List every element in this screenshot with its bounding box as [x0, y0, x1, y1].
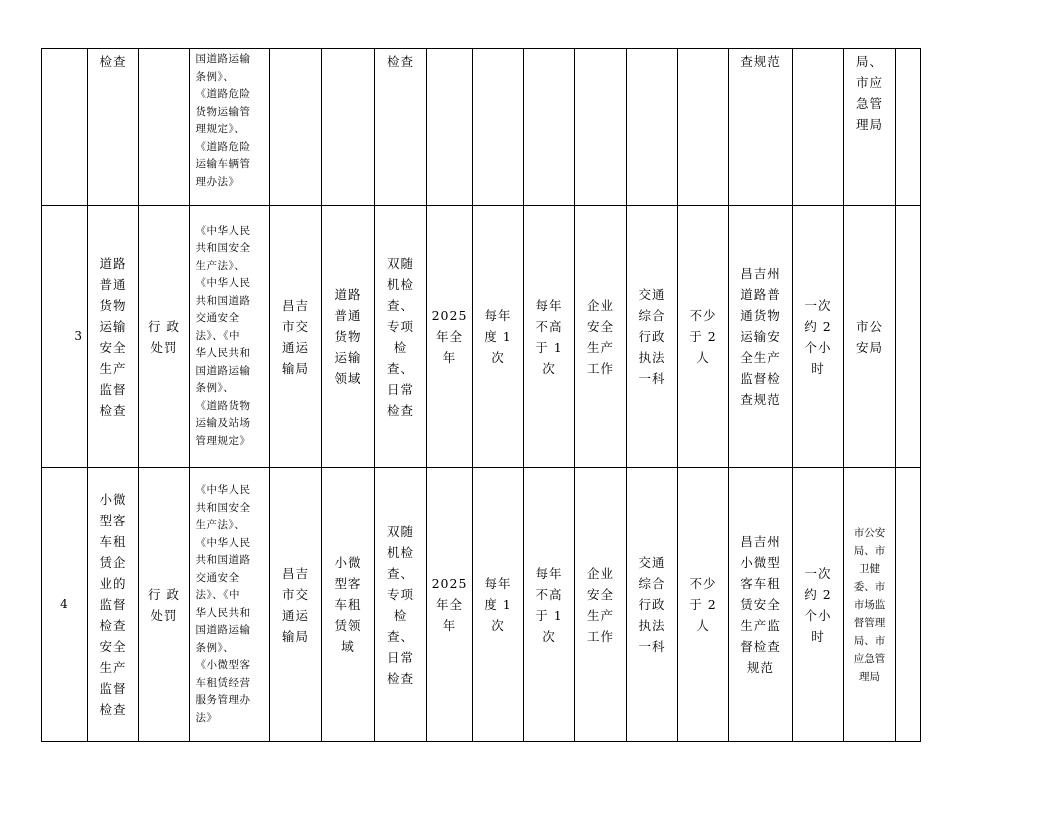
cell-ratio — [524, 49, 575, 206]
cell-item: 检查 — [88, 49, 139, 206]
cell-coop: 市公 安局 — [844, 206, 896, 468]
cell-no: 3 — [42, 206, 88, 468]
cell-no — [42, 49, 88, 206]
table-row — [42, 206, 921, 468]
cell-standard: 查规范 — [729, 49, 793, 206]
cell-field — [322, 49, 375, 206]
cell-remark — [896, 49, 921, 206]
cell-frequency: 每年 度 1 次 — [473, 468, 524, 742]
cell-remark — [896, 468, 921, 742]
cell-method: 检查 — [375, 49, 427, 206]
cell-period: 2025 年全 年 — [427, 206, 473, 468]
cell-personnel — [678, 49, 729, 206]
cell-duration — [793, 49, 844, 206]
cell-dept — [270, 49, 322, 206]
cell-coop: 市公安 局、市 卫健 委、市 市场监 督管理 局、市 应急管 理局 — [844, 468, 896, 742]
cell-executor: 交通 综合 行政 执法 一科 — [627, 206, 678, 468]
cell-item: 道路普通货物运输安全生产监督检查 — [88, 206, 139, 468]
cell-field: 道路 普通 货物 运输 领域 — [322, 206, 375, 468]
table-row — [42, 49, 921, 206]
cell-dept: 昌吉 市交 通运 输局 — [270, 206, 322, 468]
cell-no: 4 — [42, 468, 88, 742]
cell-remark — [896, 206, 921, 468]
cell-frequency — [473, 49, 524, 206]
cell-executor: 交通 综合 行政 执法 一科 — [627, 468, 678, 742]
cell-frequency: 每年 度 1 次 — [473, 206, 524, 468]
inspection-plan-table — [41, 48, 921, 742]
cell-basis: 国道路运输 条例》、 《道路危险 货物运输管 理规定》、 《道路危险 运输车辆管 理办法》 — [190, 49, 270, 206]
cell-period — [427, 49, 473, 206]
cell-executor — [627, 49, 678, 206]
cell-method: 双随 机检 查、 专项 检 查、 日常 检查 — [375, 468, 427, 742]
cell-type — [139, 49, 190, 206]
cell-standard: 昌吉州 道路普 通货物 运输安 全生产 监督检 查规范 — [729, 206, 793, 468]
cell-ratio: 每年 不高 于 1 次 — [524, 206, 575, 468]
cell-content: 企业 安全 生产 工作 — [575, 468, 627, 742]
table-row — [42, 468, 921, 742]
cell-type: 行 政 处罚 — [139, 206, 190, 468]
cell-ratio: 每年 不高 于 1 次 — [524, 468, 575, 742]
cell-method: 双随 机检 查、 专项 检 查、 日常 检查 — [375, 206, 427, 468]
cell-duration: 一次 约 2 个小 时 — [793, 206, 844, 468]
cell-basis: 《中华人民 共和国安全 生产法》、 《中华人民 共和国道路 交通安全 法》、《中 华人民共和 国道路运输 条例》、 《小微型客 车租赁经营 服务管理办 法》 — [190, 468, 270, 742]
cell-type: 行 政 处罚 — [139, 468, 190, 742]
cell-basis: 《中华人民 共和国安全 生产法》、 《中华人民 共和国道路 交通安全 法》、《中 华人民共和 国道路运输 条例》、 《道路货物 运输及站场 管理规定》 — [190, 206, 270, 468]
cell-duration: 一次 约 2 个小 时 — [793, 468, 844, 742]
cell-content — [575, 49, 627, 206]
cell-dept: 昌吉 市交 通运 输局 — [270, 468, 322, 742]
cell-field: 小微 型客 车租 赁领 域 — [322, 468, 375, 742]
cell-personnel: 不少 于 2 人 — [678, 468, 729, 742]
cell-coop: 局、 市应 急管 理局 — [844, 49, 896, 206]
cell-personnel: 不少 于 2 人 — [678, 206, 729, 468]
cell-period: 2025 年全 年 — [427, 468, 473, 742]
cell-content: 企业 安全 生产 工作 — [575, 206, 627, 468]
cell-item: 小微型客车租赁企业的监督检查安全生产监督检查 — [88, 468, 139, 742]
cell-standard: 昌吉州 小微型 客车租 赁安全 生产监 督检查 规范 — [729, 468, 793, 742]
